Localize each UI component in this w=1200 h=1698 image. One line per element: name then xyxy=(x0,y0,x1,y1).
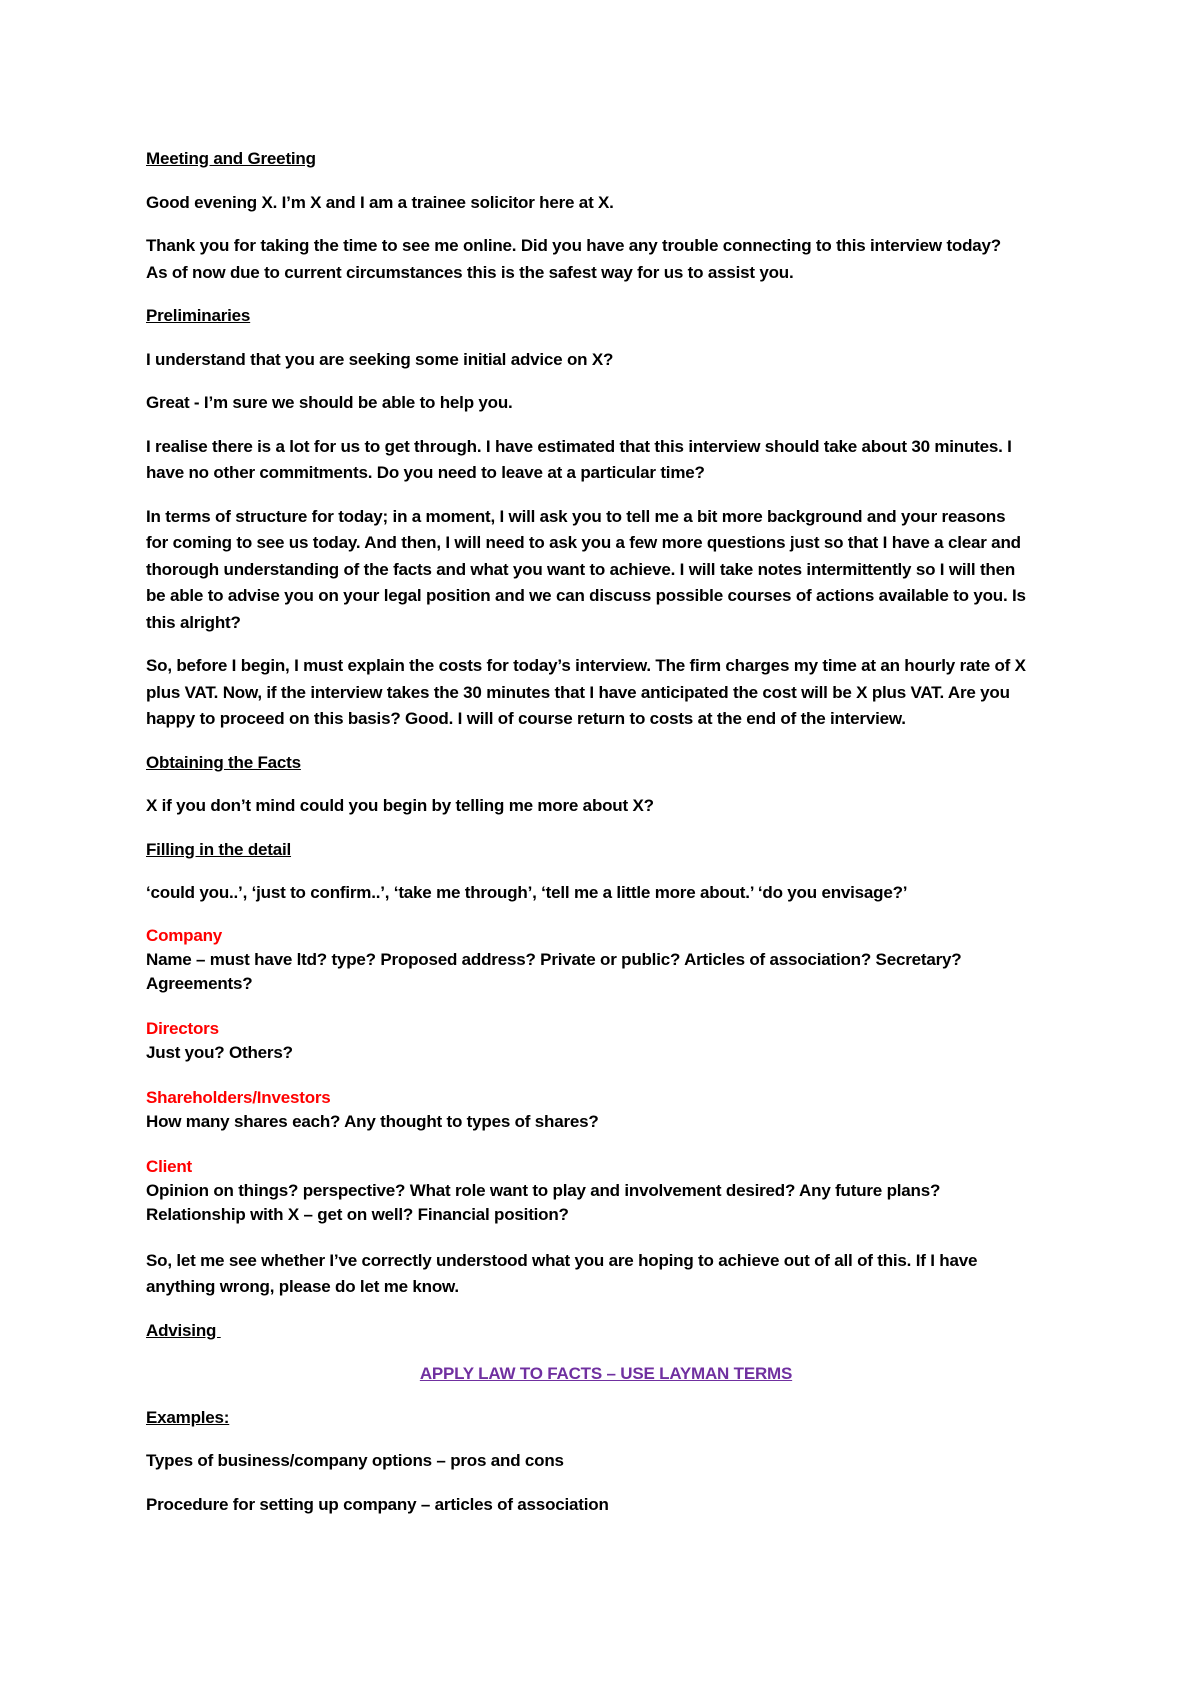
paragraph-line: So, before I begin, I must explain the costs for today’s interview. The firm charges my time at an hourly rate of X xyxy=(146,656,1026,675)
paragraph-line: this alright? xyxy=(146,612,241,632)
paragraph-summary xyxy=(146,1248,1066,1301)
paragraph-thank-you xyxy=(146,233,1066,286)
paragraph-greeting: Good evening X. I’m X and I am a trainee solicitor here at X. xyxy=(146,192,614,212)
subheading-company: Company xyxy=(146,925,223,945)
paragraph-structure xyxy=(146,504,1066,637)
subheading-shareholders-investors: Shareholders/Investors xyxy=(146,1087,331,1107)
paragraph-line: for coming to see us today. And then, I will need to ask you a few more questions just so that I have a clear and xyxy=(146,533,1021,552)
paragraph-great: Great - I’m sure we should be able to help you. xyxy=(146,393,513,412)
paragraph-costs xyxy=(146,653,1066,733)
paragraph-line: thorough understanding of the facts and what you want to achieve. I will take notes intermittently so I will then xyxy=(146,559,1016,579)
block-directors xyxy=(146,1017,1066,1065)
paragraph-example-business-options: Types of business/company options – pros and cons xyxy=(146,1451,564,1470)
paragraph-line: How many shares each? Any thought to types of shares? xyxy=(146,1111,599,1131)
paragraph-line: have no other commitments. Do you need to leave at a particular time? xyxy=(146,463,705,482)
heading-obtaining-the-facts: Obtaining the Facts xyxy=(146,752,301,772)
subheading-directors: Directors xyxy=(146,1018,219,1038)
document-body xyxy=(146,146,1066,1518)
paragraph-example-setup-procedure: Procedure for setting up company – articles of association xyxy=(146,1494,609,1514)
heading-meeting-and-greeting: Meeting and Greeting xyxy=(146,149,316,168)
paragraph-line: anything wrong, please do let me know. xyxy=(146,1277,459,1296)
block-shareholders xyxy=(146,1086,1066,1134)
heading-advising: Advising xyxy=(146,1320,221,1340)
heading-preliminaries: Preliminaries xyxy=(146,306,251,325)
paragraph-line: Thank you for taking the time to see me online. Did you have any trouble connecting to this interview today? xyxy=(146,236,1001,255)
paragraph-line: Agreements? xyxy=(146,973,253,993)
block-company xyxy=(146,924,1066,996)
paragraph-line: So, let me see whether I’ve correctly understood what you are hoping to achieve out of all of this. If I have xyxy=(146,1250,978,1270)
paragraph-line: Just you? Others? xyxy=(146,1042,293,1062)
paragraph-line: be able to advise you on your legal position and we can discuss possible courses of actions available to you. Is xyxy=(146,586,1026,605)
paragraph-line: plus VAT. Now, if the interview takes the 30 minutes that I have anticipated the cost will be X plus VAT. Are you xyxy=(146,682,1010,702)
paragraph-line: Name – must have ltd? type? Proposed address? Private or public? Articles of association? Secretary? xyxy=(146,949,962,969)
paragraph-line: As of now due to current circumstances this is the safest way for us to assist you. xyxy=(146,262,794,282)
paragraph-line: Relationship with X – get on well? Financial position? xyxy=(146,1204,569,1224)
heading-examples: Examples: xyxy=(146,1407,230,1427)
paragraph-initial-advice: I understand that you are seeking some initial advice on X? xyxy=(146,349,614,369)
paragraph-line: happy to proceed on this basis? Good. I will of course return to costs at the end of the interview. xyxy=(146,709,906,728)
paragraph-line: I realise there is a lot for us to get through. I have estimated that this interview should take about 30 minutes. I xyxy=(146,436,1012,456)
apply-law-link[interactable]: APPLY LAW TO FACTS – USE LAYMAN TERMS xyxy=(419,1364,793,1383)
paragraph-line: In terms of structure for today; in a moment, I will ask you to tell me a bit more background and your reasons xyxy=(146,506,1006,526)
paragraph-line: Opinion on things? perspective? What role want to play and involvement desired? Any future plans? xyxy=(146,1180,941,1200)
heading-filling-in-the-detail: Filling in the detail xyxy=(146,839,292,859)
subheading-client: Client xyxy=(146,1156,193,1176)
paragraph-time-estimate xyxy=(146,434,1066,487)
paragraph-detail-prompts: ‘could you..’, ‘just to confirm..’, ‘take me through’, ‘tell me a little more about.’ ‘do you envisage?’ xyxy=(146,883,908,902)
paragraph-facts-question: X if you don’t mind could you begin by telling me more about X? xyxy=(146,796,654,815)
block-client xyxy=(146,1155,1066,1227)
